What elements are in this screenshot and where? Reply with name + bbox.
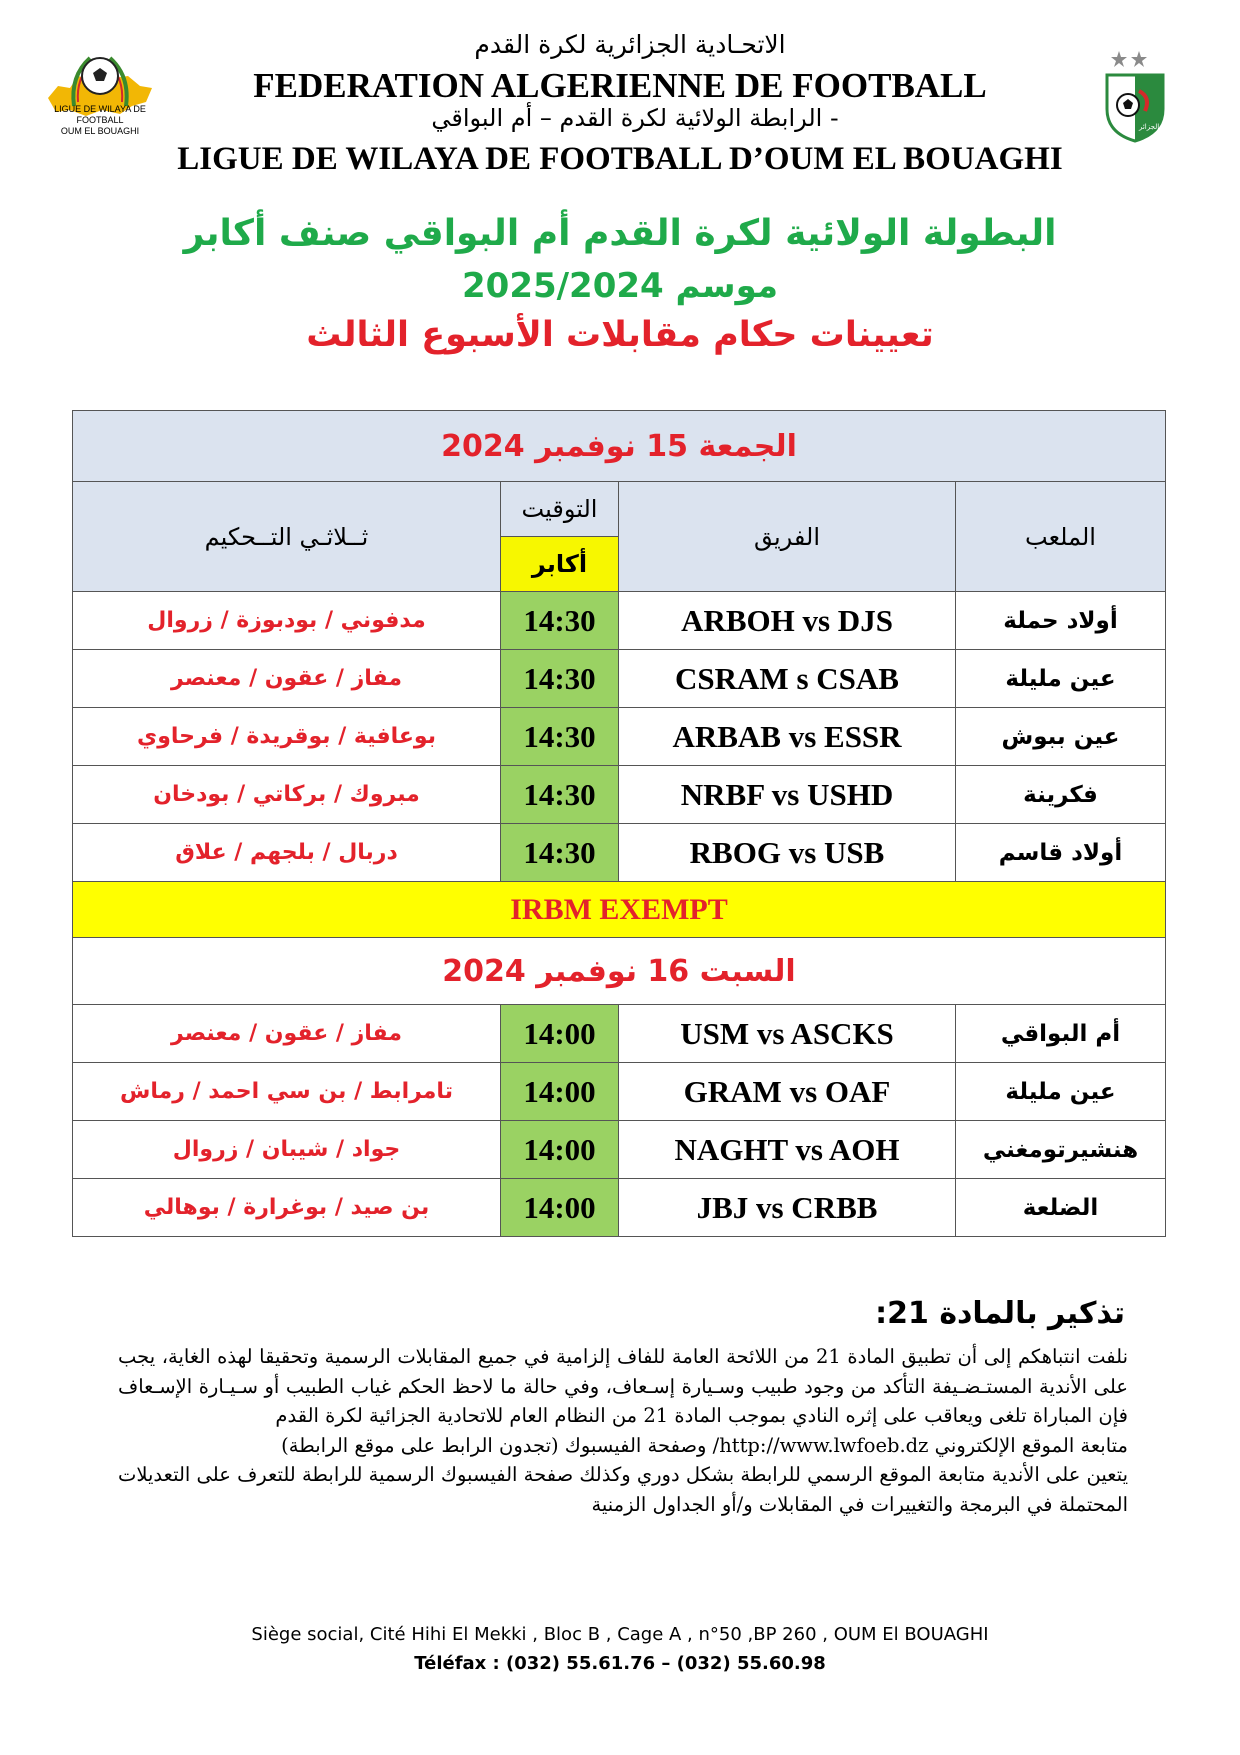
match-referees: بوعافية / بوقريدة / فرحاوي — [73, 708, 501, 766]
match-referees: مفاز / عقون / معنصر — [73, 1005, 501, 1063]
match-teams: NRBF vs USHD — [619, 766, 956, 824]
match-teams: RBOG vs USB — [619, 824, 956, 882]
championship-title: البطولة الولائية لكرة القدم أم البواقي صنف أكابر — [183, 213, 1057, 254]
match-teams: CSRAM s CSAB — [619, 650, 956, 708]
match-referees: مبروك / بركاتي / بودخان — [73, 766, 501, 824]
federation-name-arabic: الاتحـادية الجزائرية لكرة القدم — [474, 30, 786, 59]
match-row — [73, 824, 1166, 882]
match-referees: مفاز / عقون / معنصر — [73, 650, 501, 708]
match-time: 14:30 — [501, 650, 619, 708]
match-row — [73, 1063, 1166, 1121]
match-venue: هنشيرتومغني — [956, 1121, 1166, 1179]
reminder-paragraph-article-21: نلفت انتباهكم إلى أن تطبيق المادة 21 من اللائحة العامة للفاف إلزامية في جميع المقابلات الرسمية وتحقيقا لهذه الغاية، يجب على الأندية المستـضـيفة التأكد من وجود طبيب وسـيارة إسـعاف، وفي حالة ما لاحظ الحكم غياب الطبيب أو سـيـارة الإسـعاف فإن المباراة تلغى ويعاقب على إثره النادي بموجب المادة 21 من النظام العام للاتحادية الجزائية لكرة القدم — [118, 1345, 1128, 1427]
column-header-row — [73, 482, 1166, 537]
match-time: 14:30 — [501, 592, 619, 650]
col-category-header: أكابر — [501, 537, 619, 592]
day-2-label: السبت 16 نوفمبر 2024 — [73, 938, 1166, 1005]
match-row — [73, 1179, 1166, 1237]
match-venue: أولاد حملة — [956, 592, 1166, 650]
match-time: 14:30 — [501, 766, 619, 824]
match-row — [73, 766, 1166, 824]
match-referees: بن صيد / بوغرارة / بوهالي — [73, 1179, 501, 1237]
day-1-label: الجمعة 15 نوفمبر 2024 — [73, 411, 1166, 482]
match-venue: عين مليلة — [956, 650, 1166, 708]
match-venue: عين مليلة — [956, 1063, 1166, 1121]
day-header-row — [73, 938, 1166, 1005]
federation-name-french: FEDERATION ALGERIENNE DE FOOTBALL — [253, 66, 987, 105]
exempt-row — [73, 882, 1166, 938]
day-header-row — [73, 411, 1166, 482]
match-time: 14:00 — [501, 1063, 619, 1121]
referee-assignments-table — [72, 410, 1166, 1237]
match-time: 14:30 — [501, 824, 619, 882]
match-teams: NAGHT vs AOH — [619, 1121, 956, 1179]
logo-caption-line-1: LIGUE DE WILAYA DE FOOTBALL — [54, 104, 146, 125]
match-row — [73, 708, 1166, 766]
match-referees: تامرابط / بن سي احمد / رماش — [73, 1063, 501, 1121]
reminder-body — [118, 1342, 1128, 1519]
match-referees: جواد / شيبان / زروال — [73, 1121, 501, 1179]
match-teams: GRAM vs OAF — [619, 1063, 956, 1121]
match-teams: ARBOH vs DJS — [619, 592, 956, 650]
col-venue-header: الملعب — [956, 482, 1166, 592]
match-row — [73, 1005, 1166, 1063]
match-time: 14:00 — [501, 1179, 619, 1237]
assignments-title: تعيينات حكام مقابلات الأسبوع الثالث — [306, 315, 934, 355]
match-venue: عين ببوش — [956, 708, 1166, 766]
reminder-title: تذكير بالمادة 21: — [875, 1296, 1125, 1331]
col-time-header: التوقيت — [501, 482, 619, 537]
reminder-paragraph-follow: يتعين على الأندية متابعة الموقع الرسمي للرابطة بشكل دوري وكذلك صفحة الفيسبوك الرسمية للرابطة للتعرف على التعديلات المحتملة في البرمجة والتغييرات في المقابلات و/أو الجداول الزمنية — [118, 1463, 1128, 1516]
season-title: موسم 2025/2024 — [462, 266, 778, 306]
match-time: 14:30 — [501, 708, 619, 766]
exempt-label: IRBM EXEMPT — [73, 882, 1166, 938]
logo-caption-line-2: OUM EL BOUAGHI — [60, 126, 140, 136]
match-row — [73, 1121, 1166, 1179]
footer-address: Siège social, Cité Hihi El Mekki , Bloc B , Cage A , n°50 ,BP 260 , OUM El BOUAGHI — [251, 1624, 989, 1645]
col-referees-header: ثــلاثـي التــحكيم — [73, 482, 501, 592]
match-venue: أم البواقي — [956, 1005, 1166, 1063]
match-referees: مدفوني / بودبوزة / زروال — [73, 592, 501, 650]
federation-logo-text: الجزائر — [1139, 123, 1160, 131]
match-time: 14:00 — [501, 1005, 619, 1063]
match-teams: ARBAB vs ESSR — [619, 708, 956, 766]
league-name-arabic: الرابطة الولائية لكرة القدم – أم البواقي - — [431, 104, 839, 132]
match-time: 14:00 — [501, 1121, 619, 1179]
match-referees: دربال / بلجهم / علاق — [73, 824, 501, 882]
federation-logo — [1095, 45, 1175, 145]
match-teams: USM vs ASCKS — [619, 1005, 956, 1063]
footer-phone: Téléfax : (032) 55.61.76 – (032) 55.60.98 — [414, 1653, 826, 1674]
league-name-french: LIGUE DE WILAYA DE FOOTBALL D’OUM EL BOUAGHI — [177, 141, 1063, 177]
reminder-paragraph-website: متابعة الموقع الإلكتروني http://www.lwfoeb.dz/ وصفحة الفيسبوك (تجدون الرابط على موقع الرابطة) — [281, 1433, 1128, 1457]
league-logo-caption — [30, 104, 170, 137]
match-teams: JBJ vs CRBB — [619, 1179, 956, 1237]
match-venue: فكرينة — [956, 766, 1166, 824]
match-row — [73, 592, 1166, 650]
match-row — [73, 650, 1166, 708]
match-venue: الضلعة — [956, 1179, 1166, 1237]
match-venue: أولاد قاسم — [956, 824, 1166, 882]
col-teams-header: الفريق — [619, 482, 956, 592]
